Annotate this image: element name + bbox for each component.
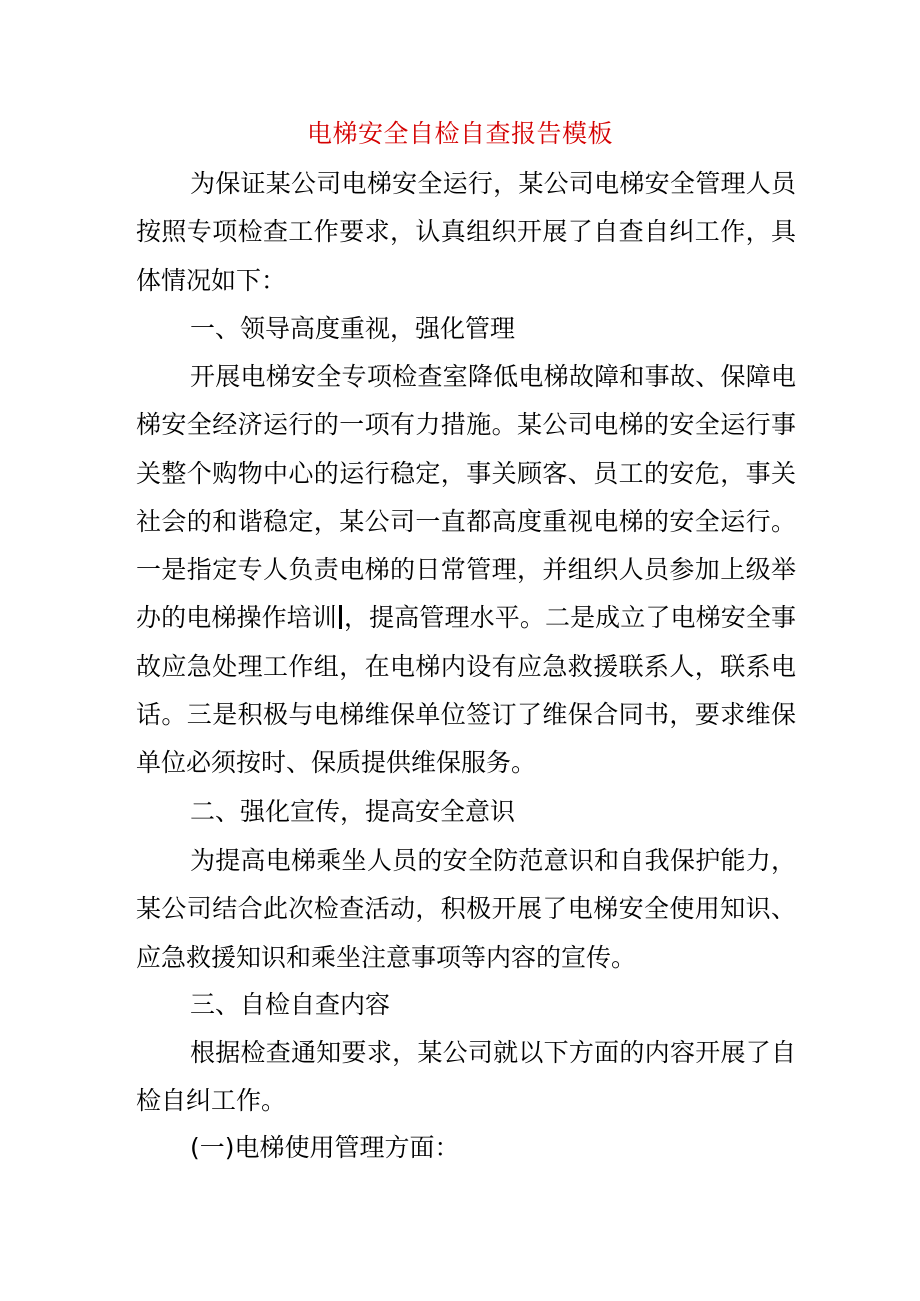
section-heading-3: 三、自检自查内容 bbox=[190, 990, 391, 1019]
section-1-text-b: ，提高管理水平。二是成立了电梯安全事故应急处理工作组，在电梯内设有应急救援联系人，联系电话。三是积极与电梯维保单位签订了维保合同书，要求维保单位必须按时、保质提供维保服务。 bbox=[136, 603, 796, 778]
section-3-paragraph: 根据检查通知要求，某公司就以下方面的内容开展了自检自纠工作。 bbox=[136, 1038, 796, 1116]
section-1-paragraph bbox=[136, 353, 796, 788]
subsection-heading-1: (一)电梯使用管理方面： bbox=[190, 1133, 460, 1162]
text-cursor-mark bbox=[339, 605, 342, 629]
section-2-paragraph: 为提高电梯乘坐人员的安全防范意识和自我保护能力，某公司结合此次检查活动，积极开展了电梯安全使用知识、应急救援知识和乘坐注意事项等内容的宣传。 bbox=[136, 846, 796, 972]
section-1-text-a: 开展电梯安全专项检查室降低电梯故障和事故、保障电梯安全经济运行的一项有力措施。某公司电梯的安全运行事关整个购物中心的运行稳定，事关顾客、员工的安危，事关社会的和谐稳定，某公司一直都高度重视电梯的安全运行。一是指定专人负责电梯的日常管理，并组织人员参加上级举办的电梯操作培训 bbox=[136, 362, 796, 633]
section-heading-1: 一、领导高度重视，强化管理 bbox=[190, 314, 516, 343]
document-title: 电梯安全自检自查报告模板 bbox=[306, 119, 613, 148]
section-heading-2: 二、强化宣传，提高安全意识 bbox=[190, 797, 516, 826]
intro-paragraph: 为保证某公司电梯安全运行，某公司电梯安全管理人员按照专项检查工作要求，认真组织开展了自查自纠工作，具体情况如下： bbox=[136, 169, 796, 295]
